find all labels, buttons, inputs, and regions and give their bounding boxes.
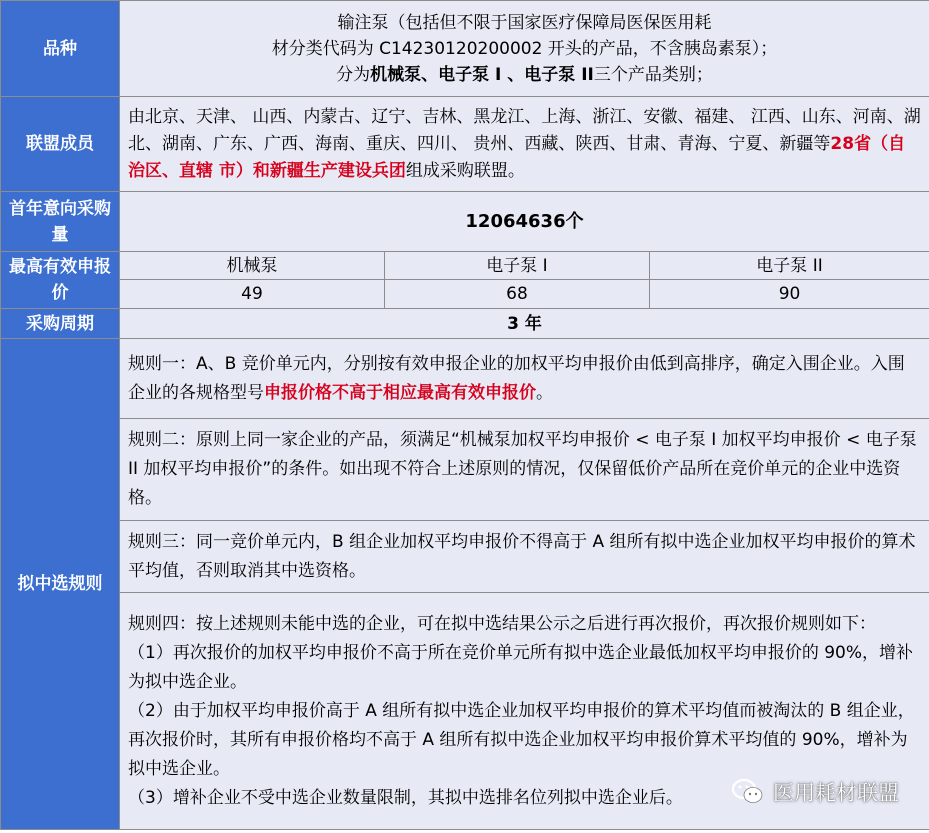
alliance-content: 由北京、天津、 山西、内蒙古、辽宁、吉林、黑龙江、上海、浙江、安徽、福建、 江西、山东、河南、湖北、湖南、广东、广西、海南、重庆、四川、 贵州、西藏、陕西、甘肃、青海、宁夏、新疆等28省（自治区、直辖 市）和新疆生产建设兵团组成采购联盟。 <box>120 97 929 192</box>
rule-1-highlight: 申报价格不高于相应最高有效申报价 <box>264 382 536 403</box>
row-period <box>1 309 929 339</box>
variety-line-1: 输注泵（包括但不限于国家医疗保障局医保医用耗 <box>337 12 712 33</box>
alliance-highlight: 28省（自治区、直辖 市）和新疆生产建设兵团 <box>128 133 906 181</box>
rule-4-item-3: （3）增补企业不受中选企业数量限制，其拟中选排名位列拟中选企业后。 <box>128 787 683 808</box>
row-max-price-headers <box>1 252 929 280</box>
row-max-price-values <box>1 280 929 309</box>
watermark-text: 医用耗材联盟 <box>773 781 899 805</box>
rule-4-item-1: （1）再次报价的加权平均申报价不高于所在竞价单元所有拟中选企业最低加权平均申报价的 90%，增补为拟中选企业。 <box>128 642 914 692</box>
price-header-electronic-2: 电子泵 II <box>650 252 929 280</box>
rule-4-item-2: （2）由于加权平均申报价高于 A 组所有拟中选企业加权平均申报价的算术平均值而被淘汰的 B 组企业，再次报价时，其所有申报价格均不高于 A 组所有拟中选企业加权平均申报价算术平均值的 90%，增补为拟中选企业。 <box>128 700 915 779</box>
rule-3: 规则三：同一竞价单元内，B 组企业加权平均申报价不得高于 A 组所有拟中选企业加权平均申报价的算术平均值，否则取消其中选资格。 <box>120 521 929 593</box>
variety-line-2: 材分类代码为 C14230120200002 开头的产品，不含胰岛素泵）； <box>271 38 778 59</box>
price-value-electronic-2: 90 <box>650 280 929 309</box>
period-value: 3 年 <box>120 309 929 339</box>
label-alliance: 联盟成员 <box>1 97 120 192</box>
price-value-electronic-1: 68 <box>385 280 650 309</box>
label-period: 采购周期 <box>1 309 120 339</box>
price-header-electronic-1: 电子泵 I <box>385 252 650 280</box>
variety-content <box>120 1 929 97</box>
row-rule-2 <box>1 419 929 521</box>
price-header-mechanical: 机械泵 <box>120 252 385 280</box>
row-alliance <box>1 97 929 192</box>
label-variety: 品种 <box>1 1 120 97</box>
label-rules: 拟中选规则 <box>1 339 120 830</box>
price-value-mechanical: 49 <box>120 280 385 309</box>
row-rule-3 <box>1 521 929 593</box>
label-max-price: 最高有效申报价 <box>1 252 120 309</box>
wechat-icon <box>731 777 765 807</box>
volume-value: 12064636个 <box>120 192 929 252</box>
rule-2: 规则二：原则上同一家企业的产品，须满足“机械泵加权平均申报价 < 电子泵 I 加权平均申报价 < 电子泵 II 加权平均申报价”的条件。如出现不符合上述原则的情况，仅保留低价产品所在竞价单元的企业中选资格。 <box>120 419 929 521</box>
variety-line-3: 分为机械泵、电子泵 I 、电子泵 II三个产品类别； <box>336 64 713 85</box>
variety-categories: 机械泵、电子泵 I 、电子泵 II <box>370 64 594 85</box>
row-volume <box>1 192 929 252</box>
row-rule-1 <box>1 339 929 419</box>
watermark <box>731 777 899 807</box>
rule-4-intro: 规则四：按上述规则未能中选的企业，可在拟中选结果公示之后进行再次报价，再次报价规则如下： <box>128 613 876 634</box>
row-variety <box>1 1 929 97</box>
rule-1: 规则一：A、B 竞价单元内，分别按有效申报企业的加权平均申报价由低到高排序，确定入围企业。入围企业的各规格型号申报价格不高于相应最高有效申报价。 <box>120 339 929 419</box>
label-volume: 首年意向采购量 <box>1 192 120 252</box>
